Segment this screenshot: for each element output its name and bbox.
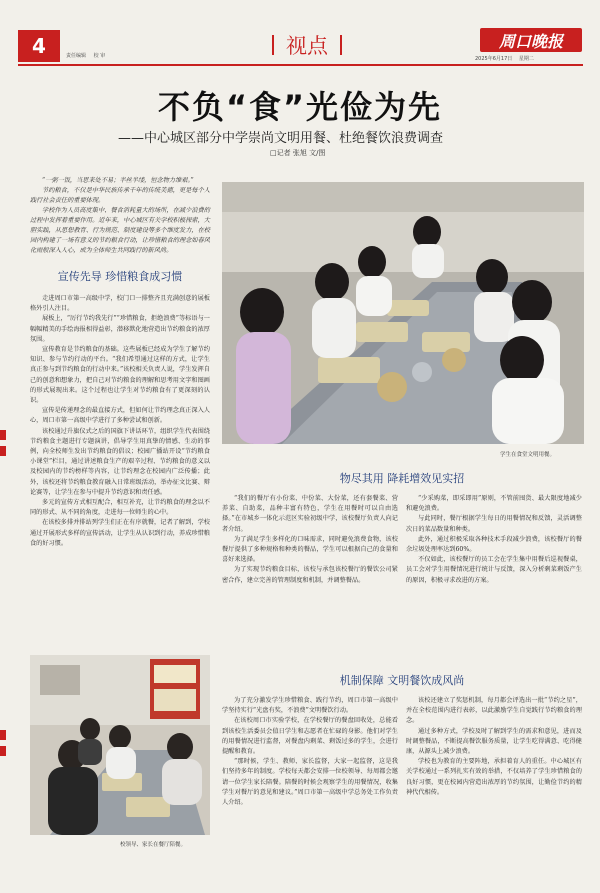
section-heading-1: 宣传先导 珍惜粮食成习惯 (57, 270, 183, 283)
paragraph: 学校也为教育的主要阵地，承担着育人的重任。中心城区有关学校通过一系列扎实有效的举措，不仅培养了学生珍惜粮食的良好习惯，更在校园内营造出浓厚的节约氛围，让勤俭节约的精神代代相传。 (406, 758, 582, 796)
paragraph: 多元的宣传方式相互配合，相互补充，让节约粮食的理念以不同的形式、从不同的角度，走进每一位师生的心中。 (30, 499, 210, 517)
paragraph: 宣传教育是节约粮食的基础。这些展板已经成为学生了解节约知识、参与节约行动的平台。“我们希望通过这样的方式，让学生真正参与到节约粮食的行动中来。”该校相关负责人说，学生发挥自己的创意和想象力，把自己对节约粮食的理解和思考用文字和图画的形式展现出来。这个过程也让学生对节约粮食有了更深刻的认识。 (30, 346, 210, 405)
bottom-photo-caption: 校领导、家长在餐厅陪餐。 (120, 842, 187, 848)
paragraph: 通过多种方式，学校及时了解到学生的需求和意见，进而及时调整餐品，不断提高餐饮服务质量，让学生吃得满意、吃得健康，从源头上减少浪费。 (406, 727, 582, 756)
paragraph: 展板上，“厉行节约我先行”“珍惜粮食，拒绝浪费”等标语与一幅幅精美的手绘海报相得益彰，潜移默化地营造出节约粮食的浓厚氛围。 (30, 315, 210, 343)
left-column (30, 176, 210, 549)
editor-label: 责任编辑 (66, 53, 87, 59)
paragraph: 为了实现节约粮食目标，该校与承包该校餐厅的餐饮公司紧密合作，建立完善的管理制度和机制，并调整餐品。 (222, 566, 398, 584)
subheadline: ——中心城区部分中学崇尚文明用餐、杜绝餐饮浪费调查 (118, 131, 444, 146)
date: 2025年6月17日 (475, 56, 513, 62)
byline: □记者 张旭 文/图 (270, 149, 326, 157)
section-2-col-a (222, 494, 398, 586)
section-title (260, 30, 354, 60)
intro-text (30, 176, 210, 256)
paragraph: 宣传是传递理念的最直接方式，但如何让节约理念真正深入人心，周口市第一高级中学进行了多种尝试和创新。 (30, 407, 210, 425)
paragraph: “那时候，学生、教师、家长监督，大家一起监督，这是我们坚持多年的制度。学校每天都会安排一位校领导、每周都会邀请一位学生家长陪餐。陪餐的时候会观察学生的用餐情况，收集学生对餐厅的意见和建议。”周口市第一高级中学总务处工作负责人介绍。 (222, 758, 398, 807)
section-divider (272, 35, 274, 55)
proofreader-label: 校 审 (93, 53, 106, 59)
section-heading-2: 物尽其用 降耗增效见实招 (339, 472, 465, 485)
paragraph: 不仅如此，该校餐厅的员工会在学生集中用餐后巡视餐桌，员工会对学生用餐情况进行统计与反馈，深入分析剩菜剩饭产生的原因，积极寻求改进的方案。 (406, 556, 582, 584)
main-photo-caption: 学生在食堂文明用餐。 (500, 452, 556, 458)
paragraph: “我们的餐厅有小份菜、中份菜、大份菜，还有套餐菜、营养菜、自助菜，品种丰富有特色，学生在用餐时可以自由选择。”在市城乡一体化示范区实验初级中学，该校餐厅负责人向记者介绍。 (222, 495, 398, 533)
paragraph: 与此同时，餐厅根据学生每日的用餐情况和反馈，灵活调整次日的菜品数量和种类。 (406, 515, 582, 533)
page-number: 4 (18, 30, 60, 62)
issue-date (470, 55, 534, 62)
intro-paragraph: “一粥一饭，当思来处不易；半丝半缕，恒念物力维艰。” (42, 177, 194, 184)
paragraph: 此外，通过积极采取各种技术手段减少浪费，该校餐厅的餐余垃圾处理率达到60%。 (406, 535, 582, 554)
paragraph: 为了充分激发学生珍惜粮食、践行节约，周口市第一高级中学坚持实行“光盘有奖，不浪费”文明餐饮行动。 (222, 697, 398, 715)
main-photo-students-dining (222, 182, 584, 444)
paragraph: 走进周口市第一高级中学，校门口一排整齐且充满创意的展板格外引人注目。 (30, 295, 210, 313)
photo-leaders-dining (30, 655, 210, 835)
headline: 不负“食”光俭为先 (157, 88, 443, 126)
paragraph: 为了满足学生多样化的口味需求，同时避免浪费食物，该校餐厅提供了多种规格和种类的餐品，学生可以根据自己的食量和喜好来选择。 (222, 535, 398, 564)
intro-paragraph: 学校作为人员高度集中、餐食消耗量大的场所，在减少浪费的过程中发挥着重要作用。近年来，中心城区有关学校积极探索，大胆实践，从思想教育、行为规范、制度建设等多个维度发力，在校园内构建了一场有意义的节约粮食行动，让珍惜粮食的理念如春风化雨般深入人心，成为全体师生共同践行的新风尚。 (30, 207, 210, 254)
editor-info (66, 52, 111, 59)
margin-mark (0, 446, 6, 456)
paragraph: 在该校多排并排站列学生们正在有序就餐，记者了解到，学校通过开展形式多样的宣传活动，让学生从认识到行动，养成珍惜粮食的好习惯。 (30, 519, 210, 547)
section-heading-3: 机制保障 文明餐饮成风尚 (339, 674, 465, 687)
section-2-col-b (406, 494, 582, 586)
paragraph: “少采购菜，即采即用”原则，不管前囤货、最大限度地减少和避免浪费。 (406, 495, 582, 513)
paragraph: 该校通过升旗仪式之后的国旗下讲话环节，组织学生代表围绕节约粮食主题进行专题演讲，倡导学生用真挚的情感、生动的事例，向全校师生发出节约粮食的倡议；校园广播站开设“节约粮食小课堂”栏目，通过讲述粮食生产的艰辛过程、节约粮食的意义以及校园内的节约榜样等内容，让节约理念在校园内广泛传播；此外，该校还将节约粮食教育融入日常班级活动，举办征文比赛、辩论赛等，让学生在参与中提升节约意识和责任感。 (30, 427, 210, 496)
section-divider (340, 35, 342, 55)
intro-paragraph: 节约粮食，不仅是中华民族传承千年的传统美德，更是每个人践行社会责任的重要体现。 (30, 187, 210, 204)
paragraph: 该校还建立了奖惩机制，每月都会评选出一批“节约之星”，并在全校范围内进行表彰，以此激励学生自觉践行节约粮食的理念。 (406, 697, 582, 725)
section-3-col-a (222, 696, 398, 808)
section-label: 视点 (286, 34, 328, 58)
header-rule (18, 64, 583, 66)
section-3-col-b (406, 696, 582, 798)
paragraph: 在该校周口市实验学校，在学校餐厅的餐盘回收处，总能看到该校生活委员会值日学生和志愿者在忙碌的身影。他们对学生的用餐情况进行监督，对餐盘内剩菜、剩饭过多的学生，会进行提醒和教育。 (222, 717, 398, 756)
margin-mark (0, 730, 6, 740)
weekday: 星期二 (518, 56, 534, 62)
newspaper-logo: 周口晚报 (480, 28, 582, 52)
section-1-body (30, 294, 210, 549)
margin-mark (0, 430, 6, 440)
margin-mark (0, 746, 6, 756)
